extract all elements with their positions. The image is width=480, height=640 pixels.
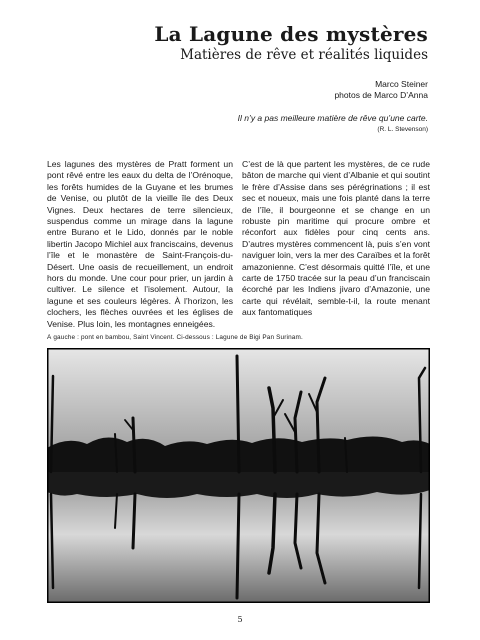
body-column-right: C’est de là que partent les mystères, de ce rude bâton de marche qui vient d’Albanie et qui soutint le frère d’Assise dans ses pérégrinations ; il est sec et noueux, mais une fois planté dans la terre de l’île, il bourgeonne et se change en un robuste pin maritime qui procure ombre et réconfort aux fidèles pour cinq cents ans. D’autres mystères commencent là, puis s’en vont naviguer loin, vers la mer des Caraïbes et la forêt amazonienne. C’est désormais quitté l’île, et une carte de 1750 tracée sur la peau d’un franciscain écorché par les Indiens jivaro d’Amazonie, une carte qui révélait, semble-t-il, la route menant aux fantomatiques [242,159,430,318]
article-subtitle: Matières de rêve et réalités liquides [180,47,428,63]
byline [334,79,428,101]
epigraph-source: (R. L. Stevenson) [377,126,428,133]
photo-caption: À gauche : pont en bambou, Saint Vincent. Ci-dessous : Lagune de Bigi Pan Surinam. [47,334,303,341]
epigraph-quote: Il n’y a pas meilleure matière de rêve qu’une carte. [237,113,428,123]
lagoon-photo [47,348,430,603]
photo-credit: photos de Marco D’Anna [334,90,428,100]
epigraph [238,113,428,135]
author-name: Marco Steiner [375,79,428,89]
page-number: 5 [237,615,243,624]
article-title: La Lagune des mystères [154,22,428,46]
body-column-left: Les lagunes des mystères de Pratt forment un pont rêvé entre les eaux du delta de l’Orénoque, les forêts humides de la Guyane et les brumes de Venise, ou plutôt de la vieille île des Deux Vignes. Deux hectares de terre silencieux, suspendus comme un mirage dans la lagune entre Burano et le Lido, donnés par le noble libertin Jacopo Michiel aux franciscains, devenus l’île et le monastère de Saint-François-du-Désert. Une oasis de recueillement, un endroit hors du monde. Une cour pour prier, un jardin à cultiver. Le silence et l’isolement. Autour, la lagune et ses couleurs légères. À l’horizon, les clochers, les flèches ouvrées et les églises de Venise. Plus loin, les montagnes enneigées. [47,159,233,329]
